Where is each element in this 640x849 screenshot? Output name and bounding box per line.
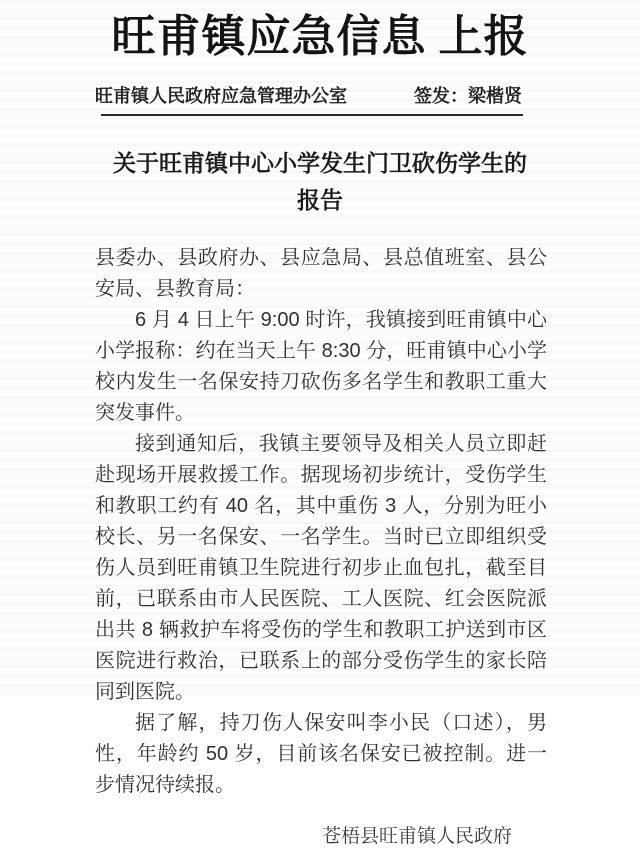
issuer-office-label: 旺甫镇人民政府应急管理办公室 (95, 86, 347, 106)
signature-line: 苍梧县旺甫镇人民政府 (321, 826, 512, 847)
report-title-line2: 报告 (297, 188, 343, 213)
body-paragraphs (95, 305, 547, 801)
divider-line (101, 114, 523, 116)
body-paragraph: 6 月 4 日上午 9:00 时许，我镇接到旺甫镇中心小学报称：约在当天上午 8:30 分，旺甫镇中心小学校内发生一名保安持刀砍伤多名学生和教职工重大突发事件。 (95, 309, 547, 424)
report-title-line1: 关于旺甫镇中心小学发生门卫砍伤学生的 (113, 151, 527, 176)
sign-off-label: 签发：梁楷贤 (414, 86, 522, 106)
recipients-line: 县委办、县政府办、县应急局、县总值班室、县公安局、县教育局： (95, 247, 547, 300)
report-title (0, 145, 640, 219)
masthead-title: 旺甫镇应急信息 上报 (111, 12, 529, 61)
body-paragraph: 据了解，持刀伤人保安叫李小民（口述），男性，年龄约 50 岁，目前该名保安已被控制。进一步情况待续报。 (95, 712, 547, 796)
body-paragraph: 接到通知后，我镇主要领导及相关人员立即赶赴现场开展救援工作。据现场初步统计，受伤学生和教职工约有 40 名，其中重伤 3 人，分别为旺小校长、另一名保安、一名学生。当时已立即组织受伤人员到旺甫镇卫生院进行初步止血包扎，截至目前，已联系由市人民医院、工人医院、红会医院派出共 8 辆救护车将受伤的学生和教职工护送到市区医院进行救治，已联系上的部分受伤学生的家长陪同到医院。 (95, 433, 547, 703)
issuer-row (95, 84, 522, 108)
report-body (95, 243, 547, 801)
